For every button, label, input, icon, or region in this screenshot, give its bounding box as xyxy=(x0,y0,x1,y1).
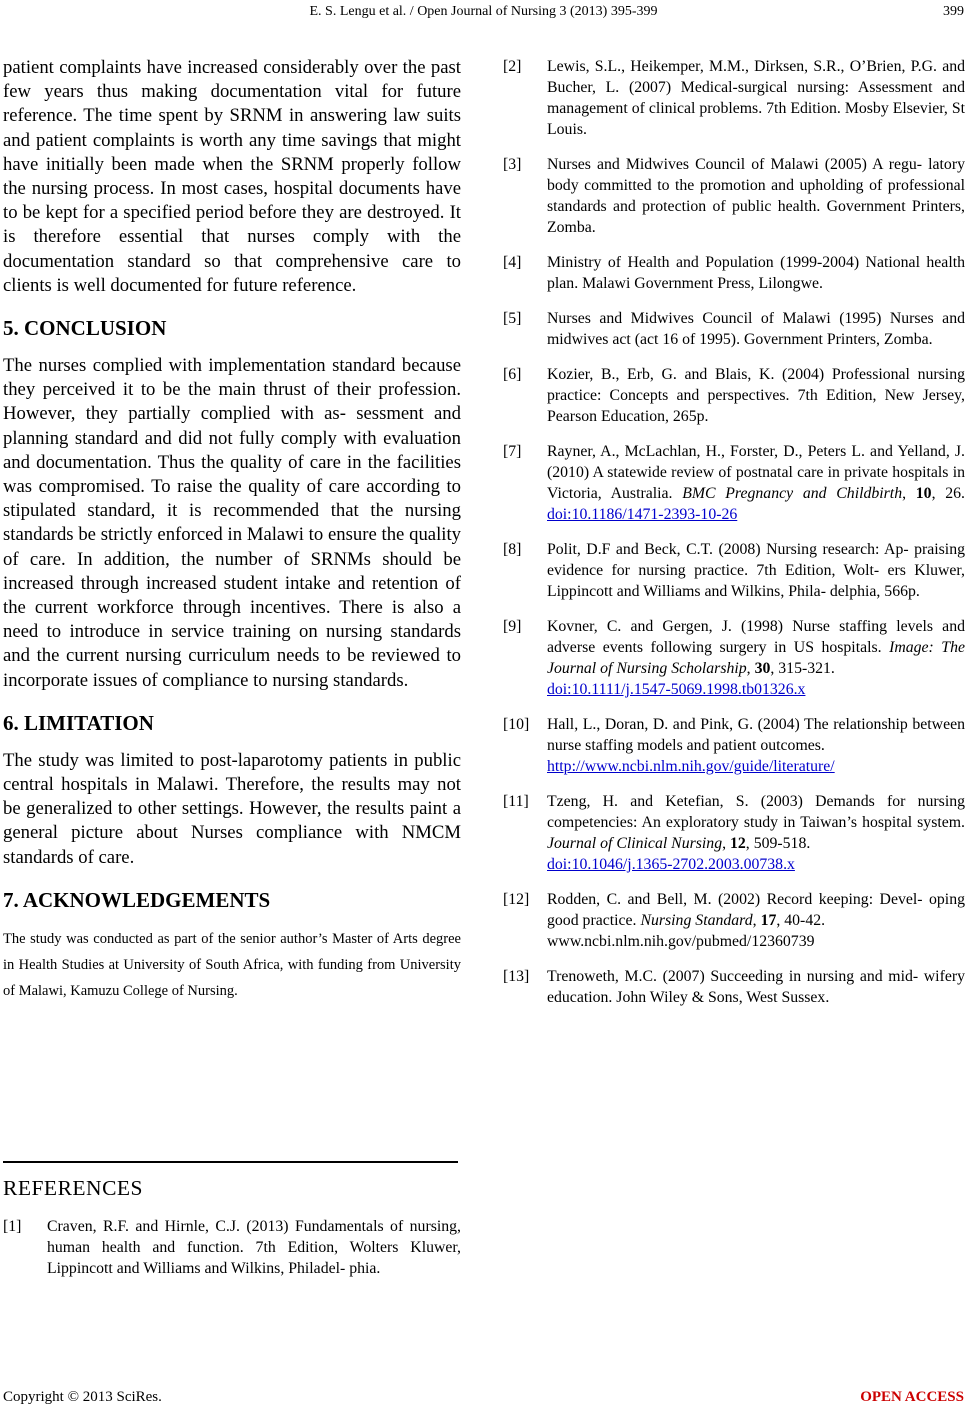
reference-body: Hall, L., Doran, D. and Pink, G. (2004) The relationship between nurse staffing models and patient outcomes. xyxy=(547,716,965,754)
reference-item xyxy=(503,56,965,140)
journal-name: Journal of Clinical Nursing xyxy=(547,835,723,852)
reference-item xyxy=(503,889,965,952)
references-list-right xyxy=(503,56,965,1022)
reference-item xyxy=(3,1216,461,1279)
conclusion-heading: 5. CONCLUSION xyxy=(3,316,167,341)
reference-item xyxy=(503,539,965,602)
reference-item xyxy=(503,364,965,427)
reference-number: [8] xyxy=(503,541,522,558)
reference-number: [5] xyxy=(503,310,522,327)
reference-text: Nurses and Midwives Council of Malawi (2005) A regu- latory body committed to the promotion and upholding of professional standards and protection of public health. Government Printers, Zomba. xyxy=(547,156,965,236)
acknowledgements-heading: 7. ACKNOWLEDGEMENTS xyxy=(3,887,271,912)
reference-number: [6] xyxy=(503,366,522,383)
reference-number: [3] xyxy=(503,156,522,173)
pages: , 40-42. xyxy=(776,912,826,929)
volume: 12 xyxy=(730,835,746,852)
reference-text: Rodden, C. and Bell, M. (2002) Record keeping: Devel- oping good practice. Nursing Standard, 17, 40-42. www.ncbi.nlm.nih.gov/pubmed/12360739 xyxy=(547,891,965,950)
reference-text: Tzeng, H. and Ketefian, S. (2003) Demands for nursing competencies: An exploratory study in Taiwan’s hospital system. Journal of Clinical Nursing, 12, 509-518. doi:10.1046/j.1365-2702.2003.00738.x xyxy=(547,793,965,873)
acknowledgements-paragraph: The study was conducted as part of the senior author’s Master of Arts degree in Health Studies at University of South Africa, with funding from University of Malawi, Kamuzu College of Nursing. xyxy=(3,930,461,999)
section-divider xyxy=(3,1161,458,1163)
reference-item xyxy=(503,966,965,1008)
reference-body: Rodden, C. and Bell, M. (2002) Record keeping: Devel- oping good practice. xyxy=(547,891,965,929)
reference-item xyxy=(503,441,965,525)
reference-text: Polit, D.F and Beck, C.T. (2008) Nursing research: Ap- praising evidence for nursing practice. 7th Edition, Wolt- ers Kluwer, Lippincott and Williams and Wilkins, Phila- delphia, 566p. xyxy=(547,541,965,600)
intro-paragraph: patient complaints have increased considerably over the past few years thus making documentation vital for future reference. The time spent by SRNM in answering law suits and patient complaints is worth any time savings that might have initially been made when the SRNM properly follow the nursing process. In most cases, hospital documents have to be kept for a specified period before they are destroyed. It is therefore essential that nurses comply with the documentation standard so that comprehensive care to clients is well documented for future reference. xyxy=(3,57,461,296)
reference-text: Lewis, S.L., Heikemper, M.M., Dirksen, S.R., O’Brien, P.G. and Bucher, L. (2007) Medical-surgical nursing: Assessment and management of clinical problems. 7th Edition. Mosby Elsevier, St Louis. xyxy=(547,58,965,138)
journal-name: Nursing Standard xyxy=(640,912,753,929)
page-number: 399 xyxy=(943,4,964,19)
pages: , 509-518. xyxy=(745,835,811,852)
reference-item xyxy=(503,714,965,777)
left-column xyxy=(3,56,461,1004)
reference-number: [2] xyxy=(503,58,522,75)
copyright-notice: Copyright © 2013 SciRes. xyxy=(3,1389,162,1405)
reference-text: Craven, R.F. and Hirnle, C.J. (2013) Fundamentals of nursing, human health and function. 7th Edition, Wolters Kluwer, Lippincott and Williams and Wilkins, Philadel- phia. xyxy=(47,1218,461,1277)
reference-item xyxy=(503,154,965,238)
doi-link[interactable]: doi:10.1046/j.1365-2702.2003.00738.x xyxy=(547,856,795,873)
reference-item xyxy=(503,308,965,350)
reference-body: Rayner, A., McLachlan, H., Forster, D., Peters L. and Yelland, J. (2010) A statewide review of postnatal care in private hospitals in Victoria, Australia. xyxy=(547,443,965,502)
pubmed-url: www.ncbi.nlm.nih.gov/pubmed/12360739 xyxy=(547,933,815,950)
references-list-left xyxy=(3,1216,461,1293)
volume: 10 xyxy=(915,485,932,502)
open-access-label: OPEN ACCESS xyxy=(860,1389,964,1405)
reference-text: Kovner, C. and Gergen, J. (1998) Nurse staffing levels and adverse events following surgery in US hospitals. Image: The Journal of Nursing Scholarship, 30, 315-321. doi:10.1111/j.1547-5069.1998.tb01326.x xyxy=(547,618,965,698)
doi-link[interactable]: doi:10.1111/j.1547-5069.1998.tb01326.x xyxy=(547,681,806,698)
reference-text: Trenoweth, M.C. (2007) Succeeding in nursing and mid- wifery education. John Wiley & Sons, West Sussex. xyxy=(547,968,965,1006)
reference-text: Rayner, A., McLachlan, H., Forster, D., Peters L. and Yelland, J. (2010) A statewide review of postnatal care in private hospitals in Victoria, Australia. BMC Pregnancy and Childbirth, 10, 26. doi:10.1186/1471-2393-10-26 xyxy=(547,443,965,523)
journal-name: Image: The Journal of Nursing Scholarship xyxy=(547,639,965,677)
running-title: E. S. Lengu et al. / Open Journal of Nursing 3 (2013) 395-399 xyxy=(309,4,658,19)
reference-body: Kovner, C. and Gergen, J. (1998) Nurse staffing levels and adverse events following surgery in US hospitals. xyxy=(547,618,965,656)
reference-number: [10] xyxy=(503,716,530,733)
pages: , 315-321. xyxy=(770,660,835,677)
running-header xyxy=(0,4,967,24)
volume: 17 xyxy=(760,912,777,929)
doi-link[interactable]: doi:10.1186/1471-2393-10-26 xyxy=(547,506,738,523)
volume: 30 xyxy=(754,660,771,677)
reference-body: Tzeng, H. and Ketefian, S. (2003) Demands for nursing competencies: An exploratory study in Taiwan’s hospital system. xyxy=(547,793,965,831)
limitation-paragraph: The study was limited to post-laparotomy patients in public central hospitals in Malawi. Therefore, the results may not be generalized to other settings. However, the results paint a general picture about Nurses compliance with NMCM standards of care. xyxy=(3,749,461,868)
reference-number: [7] xyxy=(503,443,522,460)
references-heading: REFERENCES xyxy=(3,1176,143,1200)
url-link[interactable]: http://www.ncbi.nlm.nih.gov/guide/literature/ xyxy=(547,758,835,775)
reference-item xyxy=(503,791,965,875)
limitation-heading: 6. LIMITATION xyxy=(3,710,154,735)
reference-number: [9] xyxy=(503,618,522,635)
page-footer xyxy=(0,1389,967,1411)
reference-item xyxy=(503,616,965,700)
reference-number: [11] xyxy=(503,793,529,810)
conclusion-paragraph: The nurses complied with implementation standard because they perceived it to be the main thrust of their profession. However, they partially complied with as- sessment and planning standard and did not fully comply with evaluation and documentation. Thus the quality of care in the facilities was compromised. To raise the quality of care according to stipulated standard, it is recommended that the nursing standards be strictly enforced in Malawi to ensure the quality of care. In addition, the number of SRNMs should be increased through increased student intake and retention of the current workforce through incentives. There is also a need to introduce in service training on nursing standards and the current nursing curriculum needs to be reviewed to incorporate issues of compliance to nursing standards. xyxy=(3,355,461,691)
reference-text: Nurses and Midwives Council of Malawi (1995) Nurses and midwives act (act 16 of 1995). Government Printers, Zomba. xyxy=(547,310,965,348)
reference-text: Ministry of Health and Population (1999-2004) National health plan. Malawi Government Press, Lilongwe. xyxy=(547,254,965,292)
reference-number: [1] xyxy=(3,1218,22,1235)
reference-item xyxy=(503,252,965,294)
pages: , 26. xyxy=(931,485,965,502)
reference-text: Kozier, B., Erb, G. and Blais, K. (2004) Professional nursing practice: Concepts and perspectives. 7th Edition, New Jersey, Pearson Education, 265p. xyxy=(547,366,965,425)
reference-number: [4] xyxy=(503,254,522,271)
journal-name: BMC Pregnancy and Childbirth xyxy=(682,485,903,502)
reference-text xyxy=(547,714,965,777)
reference-number: [13] xyxy=(503,968,530,985)
reference-number: [12] xyxy=(503,891,530,908)
